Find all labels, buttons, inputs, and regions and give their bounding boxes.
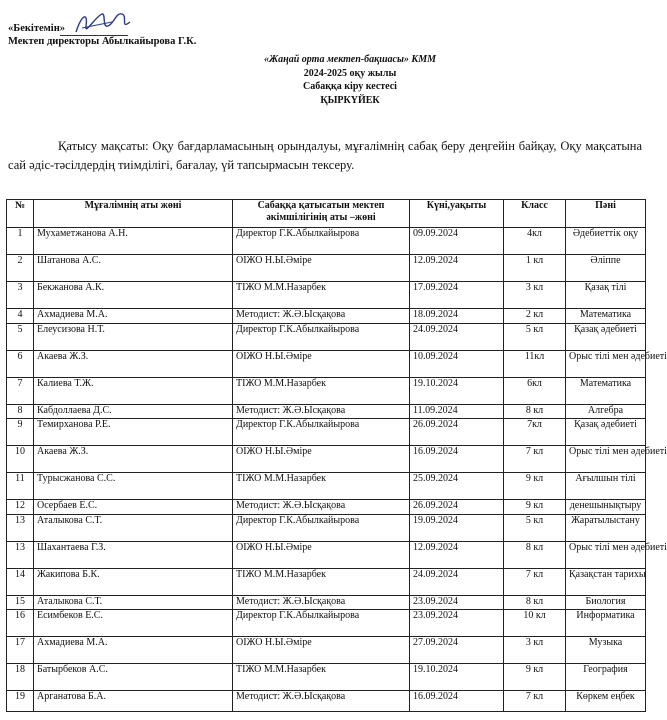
subject-name: денешынықтыру: [566, 500, 646, 515]
teacher-name: Аталыкова С.Т.: [34, 514, 233, 541]
lesson-date: 19.09.2024: [410, 514, 504, 541]
table-row: [7, 473, 646, 500]
table-row: [7, 637, 646, 664]
admin-name: ТІЖО М.М.Назарбек: [233, 377, 410, 404]
admin-name: ТІЖО М.М.Назарбек: [233, 282, 410, 309]
class-name: 7 кл: [504, 691, 566, 712]
table-row: [7, 404, 646, 419]
table-row: [7, 610, 646, 637]
admin-name: ТІЖО М.М.Назарбек: [233, 568, 410, 595]
subject-name: Биология: [566, 595, 646, 610]
teacher-name: Жакипова Б.К.: [34, 568, 233, 595]
teacher-name: Ахмадиева М.А.: [34, 309, 233, 324]
row-number: 18: [7, 664, 34, 691]
row-number: 14: [7, 568, 34, 595]
teacher-name: Темирханова Р.Е.: [34, 419, 233, 446]
row-number: 6: [7, 350, 34, 377]
row-number: 17: [7, 637, 34, 664]
lesson-date: 11.09.2024: [410, 404, 504, 419]
subject-name: Ағылшын тілі: [566, 473, 646, 500]
admin-name: ОІЖО Н.Ы.Әміре: [233, 446, 410, 473]
lesson-date: 18.09.2024: [410, 309, 504, 324]
class-name: 3 кл: [504, 637, 566, 664]
doc-title: Сабаққа кіру кестесі: [303, 81, 397, 92]
col-header-number: №: [7, 200, 34, 228]
lesson-date: 19.10.2024: [410, 664, 504, 691]
row-number: 2: [7, 255, 34, 282]
signature-line: [60, 35, 128, 36]
lesson-date: 25.09.2024: [410, 473, 504, 500]
row-number: 13: [7, 541, 34, 568]
lesson-date: 26.09.2024: [410, 419, 504, 446]
row-number: 9: [7, 419, 34, 446]
lesson-date: 24.09.2024: [410, 568, 504, 595]
teacher-name: Осербаев Е.С.: [34, 500, 233, 515]
director-line: Мектеп директоры Абылкайырова Г.К.: [8, 36, 197, 47]
subject-name: География: [566, 664, 646, 691]
class-name: 5 кл: [504, 514, 566, 541]
class-name: 5 кл: [504, 323, 566, 350]
teacher-name: Батырбеков А.С.: [34, 664, 233, 691]
document-header: [150, 53, 550, 107]
admin-name: Директор Г.К.Абылкайырова: [233, 514, 410, 541]
table-row: [7, 500, 646, 515]
table-row: [7, 282, 646, 309]
schedule-table: [6, 199, 667, 712]
subject-name: Орыс тілі мен әдебиеті: [566, 350, 646, 377]
admin-name: Методист: Ж.Ә.Ысқақова: [233, 595, 410, 610]
row-number: 10: [7, 446, 34, 473]
lesson-date: 27.09.2024: [410, 637, 504, 664]
teacher-name: Арганатова Б.А.: [34, 691, 233, 712]
class-name: 11кл: [504, 350, 566, 377]
table-row: [7, 691, 646, 712]
subject-name: Қазақ тілі: [566, 282, 646, 309]
lesson-date: 09.09.2024: [410, 228, 504, 255]
col-header-teacher: Мұғалімнің аты жөні: [34, 200, 233, 228]
table-row: [7, 664, 646, 691]
subject-name: Орыс тілі мен әдебиеті: [566, 446, 646, 473]
teacher-name: Шатанова А.С.: [34, 255, 233, 282]
teacher-name: Кабдоллаева Д.С.: [34, 404, 233, 419]
school-year: 2024-2025 оқу жылы: [303, 67, 397, 79]
admin-name: Методист: Ж.Ә.Ысқақова: [233, 404, 410, 419]
class-name: 3 кл: [504, 282, 566, 309]
row-number: 8: [7, 404, 34, 419]
teacher-name: Елеусизова Н.Т.: [34, 323, 233, 350]
class-name: 6кл: [504, 377, 566, 404]
teacher-name: Акаева Ж.З.: [34, 350, 233, 377]
admin-name: Методист: Ж.Ә.Ысқақова: [233, 309, 410, 324]
row-number: 7: [7, 377, 34, 404]
teacher-name: Акаева Ж.З.: [34, 446, 233, 473]
table-row: [7, 446, 646, 473]
class-name: 10 кл: [504, 610, 566, 637]
month-title: ҚЫРКҮЙЕК: [320, 94, 380, 106]
teacher-name: Калиева Т.Ж.: [34, 377, 233, 404]
table-row: [7, 419, 646, 446]
class-name: 9 кл: [504, 664, 566, 691]
table-row: [7, 323, 646, 350]
row-number: 11: [7, 473, 34, 500]
row-number: 4: [7, 309, 34, 324]
class-name: 8 кл: [504, 541, 566, 568]
subject-name: Көркем еңбек: [566, 691, 646, 712]
col-header-class: Класс: [504, 200, 566, 228]
purpose-paragraph: Қатысу мақсаты: Оқу бағдарламасының орындалуы, мұғалімнің сабақ беру деңгейін байқау, Оқу мақсатына сай әдіс-тәсілдердің тиімділігі, бағалау, үй тапсырмасын тексеру.: [8, 139, 642, 172]
row-number: 13: [7, 514, 34, 541]
subject-name: Әліппе: [566, 255, 646, 282]
teacher-name: Бекжанова А.К.: [34, 282, 233, 309]
subject-name: Жаратылыстану: [566, 514, 646, 541]
admin-name: ОІЖО Н.Ы.Әміре: [233, 541, 410, 568]
table-body: [7, 228, 667, 712]
table-row: [7, 309, 646, 324]
col-header-subject: Пәні: [566, 200, 646, 228]
admin-name: Директор Г.К.Абылкайырова: [233, 323, 410, 350]
subject-name: Әдебиеттік оқу: [566, 228, 646, 255]
teacher-name: Шахантаева Г.З.: [34, 541, 233, 568]
class-name: 8 кл: [504, 595, 566, 610]
row-number: 19: [7, 691, 34, 712]
col-header-date: Күні,уақыты: [410, 200, 504, 228]
table-row: [7, 228, 646, 255]
teacher-name: Ахмадиева М.А.: [34, 637, 233, 664]
row-number: 5: [7, 323, 34, 350]
lesson-date: 23.09.2024: [410, 610, 504, 637]
row-number: 3: [7, 282, 34, 309]
table-row: [7, 514, 646, 541]
org-name: «Жаңай орта мектеп-бақшасы» КММ: [264, 54, 436, 65]
row-number: 16: [7, 610, 34, 637]
lesson-date: 24.09.2024: [410, 323, 504, 350]
lesson-date: 23.09.2024: [410, 595, 504, 610]
approve-label: «Бекітемін»: [8, 23, 66, 34]
class-name: 8 кл: [504, 404, 566, 419]
admin-name: Директор Г.К.Абылкайырова: [233, 419, 410, 446]
row-number: 15: [7, 595, 34, 610]
row-number: 12: [7, 500, 34, 515]
table-row: [7, 377, 646, 404]
admin-name: Методист: Ж.Ә.Ысқақова: [233, 500, 410, 515]
admin-name: Директор Г.К.Абылкайырова: [233, 610, 410, 637]
admin-name: ОІЖО Н.Ы.Әміре: [233, 637, 410, 664]
subject-name: Қазақ әдебиеті: [566, 419, 646, 446]
table-row: [7, 350, 646, 377]
lesson-date: 26.09.2024: [410, 500, 504, 515]
class-name: 9 кл: [504, 500, 566, 515]
admin-name: Директор Г.К.Абылкайырова: [233, 228, 410, 255]
class-name: 9 кл: [504, 473, 566, 500]
class-name: 2 кл: [504, 309, 566, 324]
subject-name: Музыка: [566, 637, 646, 664]
lesson-date: 12.09.2024: [410, 255, 504, 282]
subject-name: Қазақстан тарихы: [566, 568, 646, 595]
subject-name: Математика: [566, 377, 646, 404]
row-number: 1: [7, 228, 34, 255]
table-row: [7, 595, 646, 610]
admin-name: ТІЖО М.М.Назарбек: [233, 664, 410, 691]
lesson-date: 19.10.2024: [410, 377, 504, 404]
class-name: 7 кл: [504, 446, 566, 473]
class-name: 7кл: [504, 419, 566, 446]
lesson-date: 17.09.2024: [410, 282, 504, 309]
lesson-date: 10.09.2024: [410, 350, 504, 377]
subject-name: Орыс тілі мен әдебиеті: [566, 541, 646, 568]
subject-name: Информатика: [566, 610, 646, 637]
class-name: 7 кл: [504, 568, 566, 595]
teacher-name: Турысжанова С.С.: [34, 473, 233, 500]
admin-name: ТІЖО М.М.Назарбек: [233, 473, 410, 500]
teacher-name: Есимбеков Е.С.: [34, 610, 233, 637]
table-row: [7, 568, 646, 595]
admin-name: ОІЖО Н.Ы.Әміре: [233, 255, 410, 282]
class-name: 1 кл: [504, 255, 566, 282]
lesson-date: 12.09.2024: [410, 541, 504, 568]
col-header-admin: Сабаққа қатысатын мектеп әкімшілігінің аты –жөні: [233, 200, 410, 228]
admin-name: Методист: Ж.Ә.Ысқақова: [233, 691, 410, 712]
subject-name: Алгебра: [566, 404, 646, 419]
table-header-row: [7, 200, 646, 228]
lesson-date: 16.09.2024: [410, 446, 504, 473]
lesson-date: 16.09.2024: [410, 691, 504, 712]
subject-name: Қазақ әдебиеті: [566, 323, 646, 350]
admin-name: ОІЖО Н.Ы.Әміре: [233, 350, 410, 377]
teacher-name: Мухаметжанова А.Н.: [34, 228, 233, 255]
subject-name: Математика: [566, 309, 646, 324]
table-row: [7, 541, 646, 568]
class-name: 4кл: [504, 228, 566, 255]
teacher-name: Аталыкова С.Т.: [34, 595, 233, 610]
table-row: [7, 255, 646, 282]
